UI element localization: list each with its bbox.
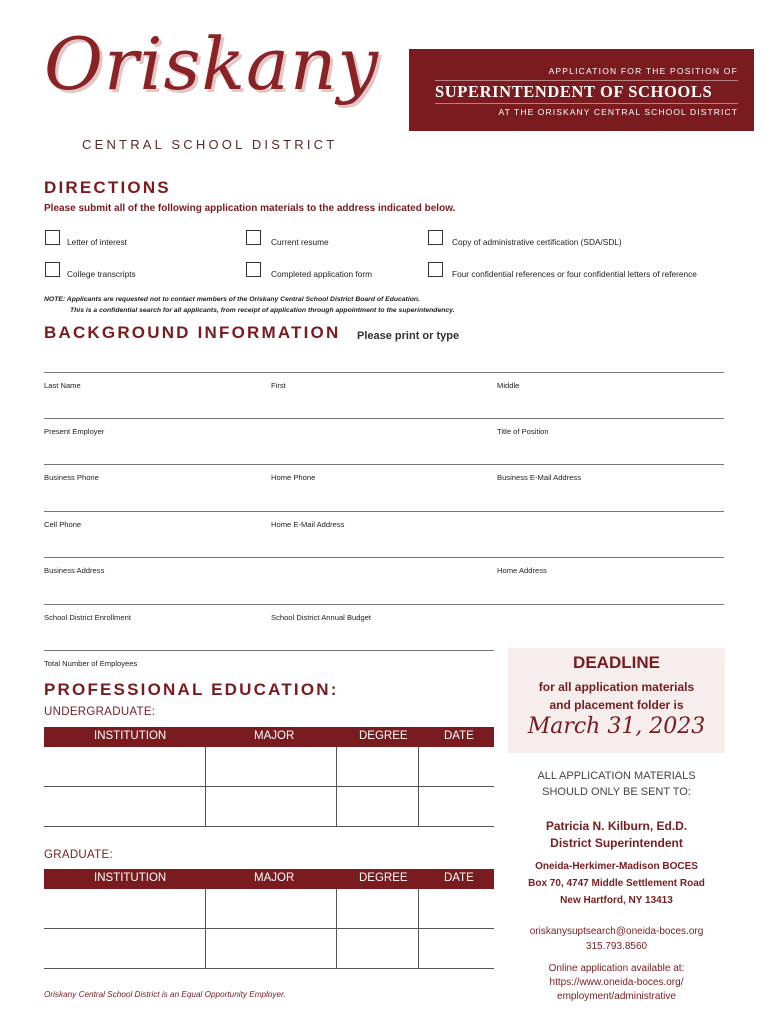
banner-intro: APPLICATION FOR THE POSITION OF bbox=[548, 66, 738, 76]
column-divider bbox=[205, 747, 206, 827]
contact-name: Patricia N. Kilburn, Ed.D. bbox=[545, 819, 688, 833]
checkbox-letter-of-interest[interactable] bbox=[45, 230, 60, 245]
table-row[interactable] bbox=[44, 786, 494, 787]
column-header-institution: INSTITUTION bbox=[94, 730, 167, 742]
address-row-line[interactable] bbox=[44, 557, 724, 558]
column-header-date: DATE bbox=[444, 730, 474, 742]
field-label-district-enrollment: School District Enrollment bbox=[44, 613, 131, 622]
table-row[interactable] bbox=[44, 968, 494, 969]
deadline-line-1: for all application materials bbox=[538, 680, 695, 694]
employer-row-line[interactable] bbox=[44, 418, 724, 419]
column-header-degree: DEGREE bbox=[359, 730, 408, 742]
checkbox-current-resume[interactable] bbox=[246, 230, 261, 245]
district-logo-subtitle: CENTRAL SCHOOL DISTRICT bbox=[82, 137, 338, 152]
field-label-home-email: Home E-Mail Address bbox=[271, 520, 345, 529]
employees-row-line[interactable] bbox=[44, 650, 494, 651]
online-application-link[interactable]: https://www.oneida-boces.org/ bbox=[549, 977, 684, 988]
graduate-table bbox=[44, 869, 494, 969]
column-header-major: MAJOR bbox=[254, 872, 295, 884]
graduate-heading: GRADUATE: bbox=[44, 849, 113, 861]
deadline-title: DEADLINE bbox=[573, 653, 660, 672]
undergraduate-table bbox=[44, 727, 494, 827]
checklist-label: Four confidential references or four confidential letters of reference bbox=[452, 269, 697, 279]
column-divider bbox=[205, 889, 206, 969]
background-subheading: Please print or type bbox=[357, 330, 460, 342]
directions-note bbox=[44, 294, 455, 316]
deadline-description bbox=[508, 678, 725, 714]
contact-person bbox=[508, 818, 725, 852]
name-row-line[interactable] bbox=[44, 372, 724, 373]
column-divider bbox=[418, 747, 419, 827]
checkbox-completed-application[interactable] bbox=[246, 262, 261, 277]
column-divider bbox=[336, 747, 337, 827]
contact-email-link[interactable]: oriskanysuptsearch@oneida-boces.org bbox=[529, 926, 704, 937]
field-label-total-employees: Total Number of Employees bbox=[44, 659, 138, 668]
checkbox-college-transcripts[interactable] bbox=[45, 262, 60, 277]
banner-district: AT THE ORISKANY CENTRAL SCHOOL DISTRICT bbox=[498, 107, 738, 117]
field-label-cell-phone: Cell Phone bbox=[44, 520, 82, 529]
background-heading: BACKGROUND INFORMATION bbox=[44, 323, 341, 342]
contact-address bbox=[500, 858, 733, 909]
checkbox-references[interactable] bbox=[428, 262, 443, 277]
column-header-institution: INSTITUTION bbox=[94, 872, 167, 884]
send-instructions bbox=[508, 768, 725, 800]
banner-divider-top bbox=[435, 80, 738, 81]
deadline-box bbox=[508, 648, 725, 753]
field-label-home-address: Home Address bbox=[497, 566, 547, 575]
field-label-business-email: Business E-Mail Address bbox=[497, 473, 581, 482]
contact-details bbox=[500, 924, 733, 954]
contact-city: New Hartford, NY 13413 bbox=[560, 895, 673, 906]
directions-heading: DIRECTIONS bbox=[44, 178, 171, 197]
field-label-business-address: Business Address bbox=[44, 566, 105, 575]
checklist-label: Completed application form bbox=[271, 269, 372, 279]
table-row[interactable] bbox=[44, 928, 494, 929]
field-label-middle-name: Middle bbox=[497, 381, 520, 390]
note-line-1: NOTE: Applicants are requested not to contact members of the Oriskany Central School District Board of Education. bbox=[44, 296, 420, 303]
checklist-label: Current resume bbox=[271, 237, 329, 247]
district-logo-wordmark: Oriskany bbox=[44, 22, 380, 106]
field-label-last-name: Last Name bbox=[44, 381, 81, 390]
field-label-title-of-position: Title of Position bbox=[497, 427, 549, 436]
field-label-home-phone: Home Phone bbox=[271, 473, 316, 482]
eoe-statement: Oriskany Central School District is an Equal Opportunity Employer. bbox=[44, 990, 286, 999]
checklist-label: College transcripts bbox=[67, 269, 136, 279]
deadline-date: March 31, 2023 bbox=[527, 714, 706, 739]
banner-title: SUPERINTENDENT OF SCHOOLS bbox=[435, 82, 713, 101]
field-label-district-budget: School District Annual Budget bbox=[271, 613, 372, 622]
column-header-degree: DEGREE bbox=[359, 872, 408, 884]
field-label-business-phone: Business Phone bbox=[44, 473, 99, 482]
field-label-first-name: First bbox=[271, 381, 286, 390]
banner-divider-bottom bbox=[435, 103, 738, 104]
undergraduate-heading: UNDERGRADUATE: bbox=[44, 706, 156, 718]
position-banner bbox=[409, 49, 754, 131]
checklist-label: Letter of interest bbox=[67, 237, 127, 247]
phone-row-line[interactable] bbox=[44, 464, 724, 465]
note-line-2: This is a confidential search for all applicants, from receipt of application through appointment to the superintendency. bbox=[70, 307, 455, 314]
column-header-date: DATE bbox=[444, 872, 474, 884]
send-line-2: SHOULD ONLY BE SENT TO: bbox=[542, 786, 691, 798]
online-application-link-path[interactable]: employment/administrative bbox=[557, 991, 676, 1002]
graduate-table-header bbox=[44, 869, 494, 889]
send-line-1: ALL APPLICATION MATERIALS bbox=[537, 770, 696, 782]
table-row[interactable] bbox=[44, 826, 494, 827]
column-divider bbox=[418, 889, 419, 969]
education-heading: PROFESSIONAL EDUCATION: bbox=[44, 680, 339, 699]
online-application-label: Online application available at: bbox=[548, 963, 685, 974]
column-divider bbox=[336, 889, 337, 969]
directions-subheading: Please submit all of the following application materials to the address indicated below. bbox=[44, 203, 456, 214]
column-header-major: MAJOR bbox=[254, 730, 295, 742]
field-label-present-employer: Present Employer bbox=[44, 427, 105, 436]
checklist-label: Copy of administrative certification (SDA/SDL) bbox=[452, 237, 622, 247]
cell-row-line[interactable] bbox=[44, 511, 724, 512]
contact-phone: 315.793.8560 bbox=[585, 941, 648, 952]
checkbox-admin-certification[interactable] bbox=[428, 230, 443, 245]
contact-title: District Superintendent bbox=[550, 836, 683, 850]
contact-org: Oneida-Herkimer-Madison BOCES bbox=[535, 861, 698, 872]
contact-street: Box 70, 4747 Middle Settlement Road bbox=[528, 878, 705, 889]
undergraduate-table-header bbox=[44, 727, 494, 747]
deadline-line-2: and placement folder is bbox=[549, 698, 684, 712]
online-application bbox=[500, 962, 733, 1004]
district-row-line[interactable] bbox=[44, 604, 724, 605]
